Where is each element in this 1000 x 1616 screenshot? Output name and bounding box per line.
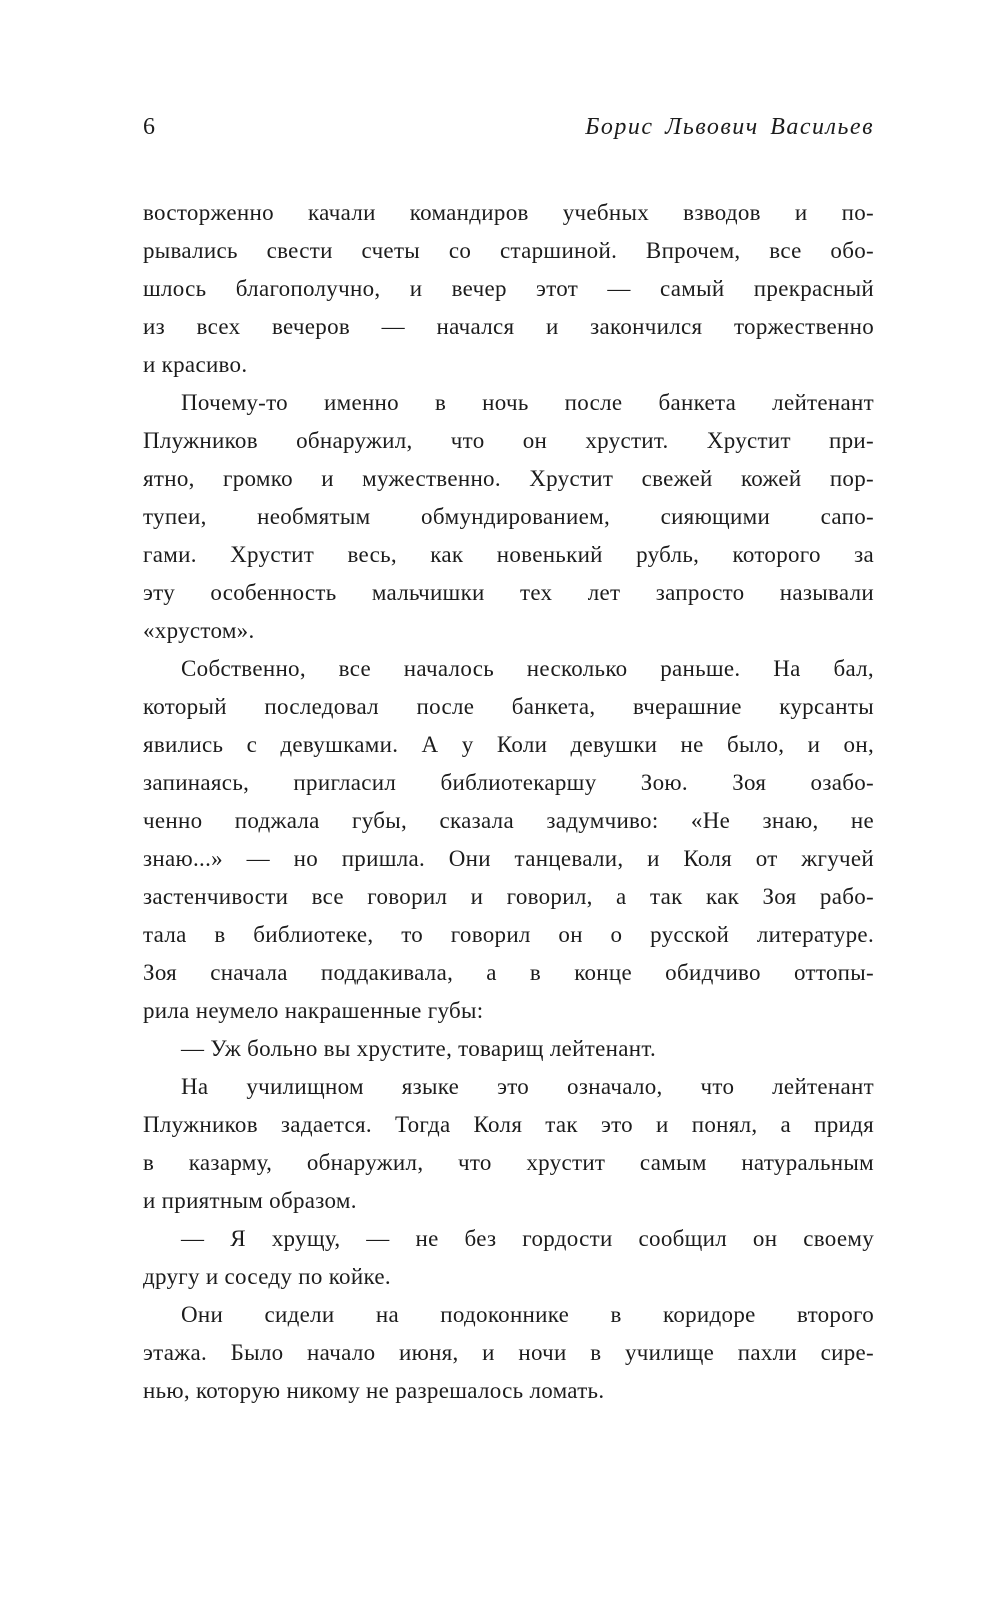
text-line: тупеи, необмятым обмундированием, сияющими сапо- — [143, 504, 874, 529]
text-line: ченно поджала губы, сказала задумчиво: «Не знаю, не — [143, 808, 874, 833]
paragraph — [143, 1296, 874, 1410]
text-line: и приятным образом. — [143, 1188, 357, 1213]
text-line: рывались свести счеты со старшиной. Впрочем, все обо- — [143, 238, 874, 263]
text-line: из всех вечеров — начался и закончился торжественно — [143, 314, 874, 339]
page-content — [143, 112, 874, 1410]
text-line: восторженно качали командиров учебных взводов и по- — [143, 200, 874, 225]
text-line: рила неумело накрашенные губы: — [143, 998, 484, 1023]
text-line: Они сидели на подоконнике в коридоре второго — [181, 1302, 874, 1327]
text-line: в казарму, обнаружил, что хрустит самым натуральным — [143, 1150, 874, 1175]
text-line: застенчивости все говорил и говорил, а так как Зоя рабо- — [143, 884, 874, 909]
paragraph — [143, 650, 874, 1030]
text-line: Зоя сначала поддакивала, а в конце обидчиво оттопы- — [143, 960, 874, 985]
text-line: — Уж больно вы хрустите, товарищ лейтенант. — [181, 1036, 656, 1061]
paragraph — [143, 1220, 874, 1296]
text-line: Собственно, все началось несколько раньше. На бал, — [181, 656, 874, 681]
text-line: этажа. Было начало июня, и ночи в училище пахли сире- — [143, 1340, 874, 1365]
text-line: гами. Хрустит весь, как новенький рубль, которого за — [143, 542, 874, 567]
text-line: Плужников задается. Тогда Коля так это и понял, а придя — [143, 1112, 874, 1137]
text-line: тала в библиотеке, то говорил он о русской литературе. — [143, 922, 874, 947]
text-line: эту особенность мальчишки тех лет запросто называли — [143, 580, 874, 605]
paragraph — [143, 1068, 874, 1220]
text-line: нью, которую никому не разрешалось ломать. — [143, 1378, 605, 1403]
text-line: На училищном языке это означало, что лейтенант — [181, 1074, 874, 1099]
body-text — [143, 194, 874, 1410]
text-line: шлось благополучно, и вечер этот — самый прекрасный — [143, 276, 874, 301]
paragraph — [143, 194, 874, 384]
text-line: Плужников обнаружил, что он хрустит. Хрустит при- — [143, 428, 874, 453]
page-number: 6 — [143, 114, 156, 140]
paragraph — [143, 384, 874, 650]
text-line: другу и соседу по койке. — [143, 1264, 391, 1289]
text-line: и красиво. — [143, 352, 248, 377]
paragraph — [143, 1030, 874, 1068]
text-line: явились с девушками. А у Коли девушки не было, и он, — [143, 732, 874, 757]
text-line: — Я хрущу, — не без гордости сообщил он своему — [181, 1226, 874, 1251]
running-head: Борис Львович Васильев — [585, 114, 874, 140]
text-line: запинаясь, пригласил библиотекаршу Зою. Зоя озабо- — [143, 770, 874, 795]
text-line: «хрустом». — [143, 618, 255, 643]
text-line: ятно, громко и мужественно. Хрустит свежей кожей пор- — [143, 466, 874, 491]
page-header — [143, 112, 874, 142]
text-line: Почему-то именно в ночь после банкета лейтенант — [181, 390, 874, 415]
text-line: знаю...» — но пришла. Они танцевали, и Коля от жгучей — [143, 846, 874, 871]
text-line: который последовал после банкета, вчерашние курсанты — [143, 694, 874, 719]
